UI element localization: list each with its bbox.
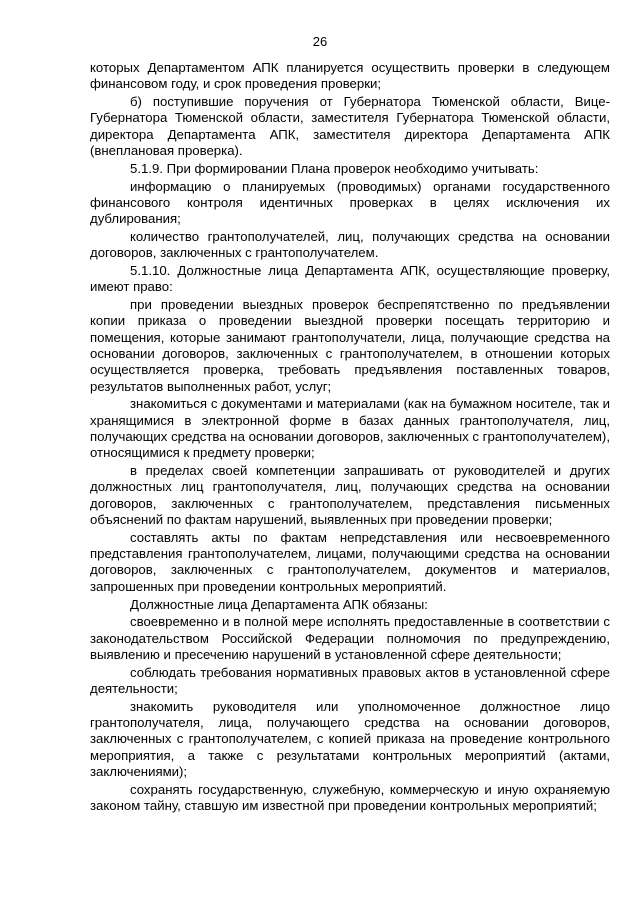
paragraph: в пределах своей компетенции запрашивать от руководителей и других должностных лиц грантополучателя, лиц, получающих средства на основании договоров, заключенных с грантополучателем, представления письменных объяснений по фактам нарушений, выявленных при проведении проверки; [90, 463, 610, 528]
paragraph: информацию о планируемых (проводимых) органами государственного финансового контроля идентичных проверках в целях исключения их дублирования; [90, 178, 610, 227]
paragraph: Должностные лица Департамента АПК обязаны: [130, 596, 428, 612]
paragraph: знакомиться с документами и материалами (как на бумажном носителе, так и хранящимися в электронной форме в базах данных грантополучателя, лиц, получающих средства на основании договоров, заключенных с грантополучателем), относящимися к предмету проверки; [90, 396, 610, 461]
paragraph: 5.1.10. Должностные лица Департамента АПК, осуществляющие проверку, имеют право: [90, 263, 610, 295]
page-number: 26 [312, 34, 328, 49]
paragraph: знакомить руководителя или уполномоченное должностное лицо грантополучателя, лица, получающего средства на основании договоров, заключенных с грантополучателем, с копией приказа на проведение контрольного мероприятия, а также с результатами контрольных мероприятий (актами, заключениями); [90, 698, 610, 779]
paragraph: 5.1.9. При формировании Плана проверок необходимо учитывать: [130, 160, 539, 176]
paragraph: составлять акты по фактам непредставления или несвоевременного представления грантополучателем, лицами, получающими средства на основании договоров, заключенных с грантополучателем, документов и материалов, запрошенных при проведении контрольных мероприятий. [90, 529, 610, 594]
paragraph: соблюдать требования нормативных правовых актов в установленной сфере деятельности; [90, 664, 610, 696]
document-body [90, 60, 610, 816]
paragraph: б) поступившие поручения от Губернатора Тюменской области, Вице-Губернатора Тюменской области, заместителя Губернатора Тюменской области, директора Департамента АПК, заместителя директора Департамента АПК (внеплановая проверка). [90, 94, 610, 158]
paragraph: количество грантополучателей, лиц, получающих средства на основании договоров, заключенных с грантополучателем. [90, 228, 610, 261]
paragraph: своевременно и в полной мере исполнять предоставленные в соответствии с законодательством Российской Федерации полномочия по предупреждению, выявлению и пресечению нарушений в установленной сфере деятельности; [90, 614, 610, 662]
paragraph: которых Департаментом АПК планируется осуществить проверки в следующем финансовом году, и срок проведения проверки; [90, 60, 610, 92]
paragraph: при проведении выездных проверок беспрепятственно по предъявлении копии приказа о проведении выездной проверки посещать территорию и помещения, которые занимают грантополучатели, лица, получающие средства на основании договоров, заключенных с грантополучателем, в отношении которых осуществляется проверка, требовать предъявления поставленных товаров, результатов выполненных работ, услуг; [90, 297, 610, 394]
paragraph: сохранять государственную, служебную, коммерческую и иную охраняемую законом тайну, ставшую им известной при проведении контрольных мероприятий; [90, 781, 610, 814]
